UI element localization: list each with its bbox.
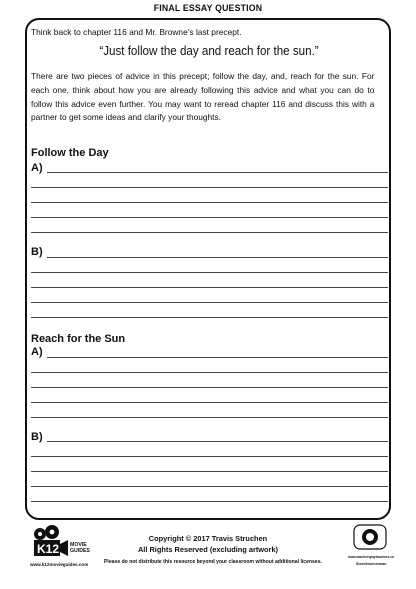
writing-line [31, 302, 388, 303]
svg-text:MOVIE: MOVIE [70, 542, 87, 548]
reach-sun-part-a-label: A) [31, 346, 43, 358]
writing-line [31, 471, 388, 472]
writing-line [31, 317, 388, 318]
writing-line [31, 372, 388, 373]
svg-text:K12: K12 [37, 542, 60, 556]
teachers-pay-teachers-logo [346, 523, 394, 575]
section-title-follow-the-day: Follow the Day [31, 147, 109, 159]
writing-line [47, 357, 388, 358]
svg-text:Store/teacherman: Store/teacherman [356, 562, 387, 566]
writing-line [31, 456, 388, 457]
rights-text: All Rights Reserved (excluding artwork) [137, 545, 279, 554]
writing-line [31, 217, 388, 218]
writing-line [47, 257, 388, 258]
svg-text:www.k12movieguides.com: www.k12movieguides.com [30, 562, 89, 567]
writing-line [47, 172, 388, 173]
svg-text:www.teacherspayteachers.com: www.teacherspayteachers.com [348, 555, 394, 559]
writing-line [31, 287, 388, 288]
writing-line [47, 441, 388, 442]
writing-line [31, 387, 388, 388]
page-title: FINAL ESSAY QUESTION [153, 3, 263, 14]
svg-text:GUIDES: GUIDES [70, 548, 90, 554]
follow-day-part-a-label: A) [31, 162, 43, 174]
writing-line [31, 417, 388, 418]
writing-line [31, 202, 388, 203]
writing-line [31, 486, 388, 487]
writing-line [31, 187, 388, 188]
writing-line [31, 402, 388, 403]
copyright-text: Copyright © 2017 Travis Struchen [148, 534, 268, 543]
follow-day-part-b-label: B) [31, 246, 43, 258]
precept-quote: “Just follow the day and reach for the sun.” [99, 43, 319, 58]
k12-movie-guides-logo [28, 522, 100, 572]
writing-line [31, 232, 388, 233]
reach-sun-part-b-label: B) [31, 431, 43, 443]
writing-line [31, 501, 388, 502]
intro-text: Think back to chapter 116 and Mr. Browne’s last precept. [31, 27, 242, 37]
writing-line [31, 272, 388, 273]
instructions-paragraph: There are two pieces of advice in this precept; follow the day, and, reach for the sun. For each one, think about how you are already following this advice and what you can do to follow this advice even further. You may want to reread chapter 116 and discuss this with a partner to get some ideas and clarify your thoughts. [31, 71, 375, 123]
license-disclaimer: Please do not distribute this resource beyond your classroom without additional licenses. [104, 559, 322, 565]
section-title-reach-for-the-sun: Reach for the Sun [31, 333, 126, 345]
